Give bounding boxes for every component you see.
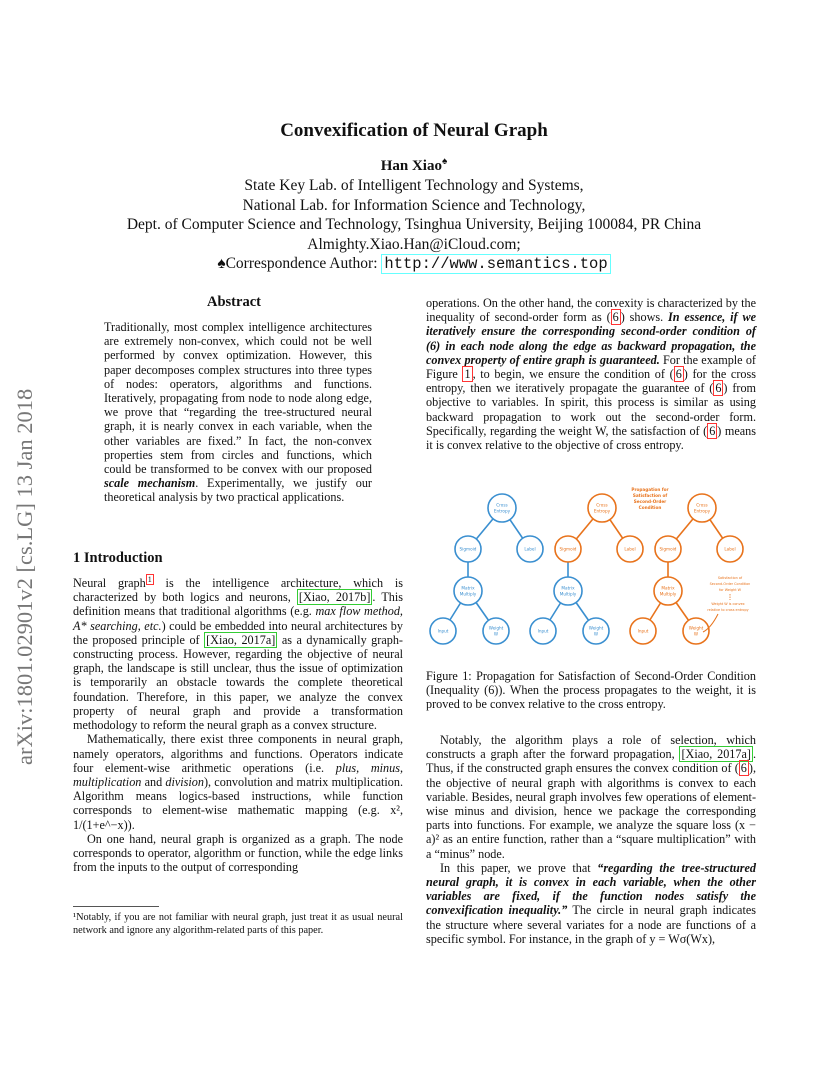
introduction-heading: 1 Introduction: [73, 550, 163, 566]
cross-entropy-node-label: Cross Entropy: [693, 502, 711, 514]
cross-entropy-node-label: Cross Entropy: [493, 502, 511, 514]
correspondence-line: [0, 254, 828, 275]
text-run: Neural graph: [73, 576, 146, 591]
introduction-body: [73, 573, 403, 874]
matrix-multiply-node-label: Matrix Multiply: [559, 585, 577, 597]
abstract-tail: . Experimentally, we justify our theoretical analysis by two practical applications.: [104, 476, 372, 505]
equation-ref[interactable]: 6: [675, 367, 682, 382]
citation-link[interactable]: [Xiao, 2017a]: [681, 747, 751, 762]
text-emphasis: In essence, if we iteratively ensure the corresponding second-order condition of (6) in each node along the edge as backward propagation, the convex property of entire graph is guaranteed.: [426, 310, 756, 367]
affiliation-line-2: National Lab. for Information Science and Technology,: [242, 196, 586, 214]
homepage-link[interactable]: http://www.semantics.top: [381, 254, 610, 274]
correspondence-label: ♠Correspondence Author:: [217, 255, 382, 272]
equation-ref[interactable]: 6: [715, 381, 722, 396]
citation-link[interactable]: [Xiao, 2017b]: [298, 590, 371, 605]
label-node-label: Label: [524, 546, 536, 552]
abstract-heading: Abstract: [207, 294, 261, 310]
text-run: operations. On the other hand, the convexity is characterized by the inequality of second-order form as (: [426, 296, 756, 325]
input-node-label: Input: [437, 628, 449, 634]
weight-node-label: Weight W: [588, 625, 604, 637]
equation-ref[interactable]: 6: [740, 761, 747, 776]
arxiv-identifier: [2, 295, 42, 765]
text-run: ), convolution and matrix multiplication. Algorithm means logics-based instructions, while function corresponds to element-wise mathematic mapping (e.g. x², 1/(1+e^−x)).: [73, 774, 403, 832]
email-line: Almighty.Xiao.Han@iCloud.com;: [307, 235, 521, 253]
input-node-label: Input: [637, 628, 649, 634]
text-run: In this paper, we prove that: [440, 860, 598, 875]
text-run: ) shows.: [620, 310, 669, 325]
weight-node-label: Weight W: [488, 625, 504, 637]
figure-ref[interactable]: 1: [464, 367, 471, 382]
figure-1-diagram: [426, 486, 756, 646]
matrix-multiply-node-label: Matrix Multiply: [459, 585, 477, 597]
footnote-rule: [73, 906, 159, 907]
text-run: For the example of Figure: [426, 352, 756, 382]
cross-entropy-node-label: Cross Entropy: [593, 502, 611, 514]
text-run: is the intelligence architecture, which is characterized by both logics and neurons,: [73, 576, 403, 605]
equation-ref[interactable]: 6: [709, 423, 716, 438]
text-run: ) could be embedded into neural architectures by the proposed principle of: [73, 618, 403, 647]
text-emphasis: plus, minus, multiplication: [73, 760, 404, 789]
label-node-label: Label: [624, 546, 636, 552]
equation-ref[interactable]: 6: [612, 310, 619, 325]
intro-paragraph-2: [73, 732, 403, 831]
right-paragraph-2: [426, 733, 756, 861]
weight-node-label: Weight W: [688, 625, 704, 637]
sigmoid-node-label: Sigmoid: [659, 546, 677, 552]
affiliation-line-1: State Key Lab. of Intelligent Technology and Systems,: [244, 177, 584, 194]
intro-paragraph-3: On one hand, neural graph is organized as a graph. The node corresponds to operator, algorithm or function, while the edge links from the inputs to the output of corresponding: [73, 831, 403, 875]
sigmoid-node-label: Sigmoid: [459, 546, 477, 552]
abstract-text: Traditionally, most complex intelligence architectures are extremely non-convex, which could not be well performed by convex optimization. However, this paper decomposes complex structures into three types of nodes: operators, algorithms and functions. Iteratively, propagating from node to node along edge, we prove that “regarding the tree-structured neural graph, it is nearly convex in each variable, when the other variables are fixed.” In fact, the non-convex properties stem from circles and functions, which could be transformed to be convex with our proposed: [104, 320, 372, 477]
author-mark: ♠: [441, 156, 448, 167]
text-run: ) means it is convex relative to the objective of cross entropy.: [426, 423, 756, 453]
text-emphasis: “regarding the tree-structured neural graph, it is convex in each variable, when the other variables are fixed, if the function nodes satisfy the convexification inequality.”: [426, 860, 756, 918]
convex-note: Weight W is convex relative to cross entropy: [707, 602, 749, 612]
right-paragraph-3: [426, 861, 756, 946]
abstract-body: [104, 320, 372, 505]
right-column-paragraph-1: [426, 296, 756, 452]
satisfaction-annotation: Satisfaction of Second-Order Condition for Weight W: [709, 576, 751, 592]
sigmoid-node-label: Sigmoid: [559, 546, 577, 552]
text-run: ) from objective to variables. In spirit, this process is similar as using backward propagation to work out the second-order form. Specifically, regarding the weight W, the satisfaction of (: [426, 381, 757, 438]
intro-paragraph-1: [73, 573, 403, 732]
affiliation-line-3: Dept. of Computer Science and Technology, Tsinghua University, Beijing 100084, PR China: [126, 216, 702, 233]
right-column-body: [426, 733, 756, 946]
label-node-label: Label: [724, 546, 736, 552]
arxiv-id-text: arXiv:1801.02901v2 [cs.LG] 13 Jan 2018: [12, 388, 37, 765]
text-run: , to begin, we ensure the condition of (: [472, 367, 674, 382]
text-run: . This definition means that traditional algorithms (e.g.: [73, 590, 403, 619]
paper-title: Convexification of Neural Graph: [280, 120, 548, 141]
footnote: ¹Notably, if you are not familiar with neural graph, just treat it as usual neural network and ignore any algorithm-related parts of this paper.: [73, 912, 403, 936]
text-run: The circle in neural graph indicates the structure where several variates for a node are functions of a specific symbol. For instance, in the graph of y = Wσ(Wx),: [426, 903, 756, 946]
propagation-annotation: Propagation for Satisfaction of Second-Order Condition: [631, 487, 669, 510]
author-line: [0, 156, 828, 175]
footnote-ref[interactable]: 1: [147, 575, 152, 584]
text-emphasis: division: [165, 774, 204, 789]
figure-caption: Figure 1: Propagation for Satisfaction of Second-Order Condition (Inequality (6)). When the process propagates to the weight, it is proved to be convex relative to the cross entropy.: [426, 669, 756, 712]
author-name: Han Xiao: [380, 158, 442, 174]
abstract-emphasis: scale mechanism: [104, 476, 196, 491]
text-run: . Thus, if the constructed graph ensures the convex condition of (: [426, 747, 757, 776]
input-node-label: Input: [537, 628, 549, 634]
text-run: Mathematically, there exist three components in neural graph, namely operators, algorithms and functions. Operators indicate four element-wise arithmetic operations (i.e.: [73, 732, 403, 775]
citation-link[interactable]: [Xiao, 2017a]: [206, 632, 276, 647]
text-run: ) for the cross entropy, then we iteratively propagate the guarantee of (: [426, 367, 756, 396]
matrix-multiply-node-label: Matrix Multiply: [659, 585, 677, 597]
text-emphasis: max flow method, A* searching, etc.: [73, 604, 403, 633]
text-run: as a dynamically graph-constructing process. However, regarding the objective of neural graph, the landscape is still unclear, thus the issue of optimization is temporarily an obstacle towards the complete theoretical foundation. Therefore, in this paper, we analyze the convex property of neural graph and provide a transformation methodology to reform the neural graph as a convex structure.: [73, 632, 403, 733]
text-run: Notably, the algorithm plays a role of selection, which constructs a graph after the forward propagation,: [426, 733, 756, 762]
text-run: ), the objective of neural graph with algorithms is convex to each variable. Besides, neural graph involves few operations of element-wise minus and division, hence we package the corresponding parts into functions. For example, we analyze the square loss (x − a)² as an entire function, rather than a “square multiplication” with a “minus” node.: [426, 761, 756, 861]
text-run: and: [141, 774, 166, 789]
